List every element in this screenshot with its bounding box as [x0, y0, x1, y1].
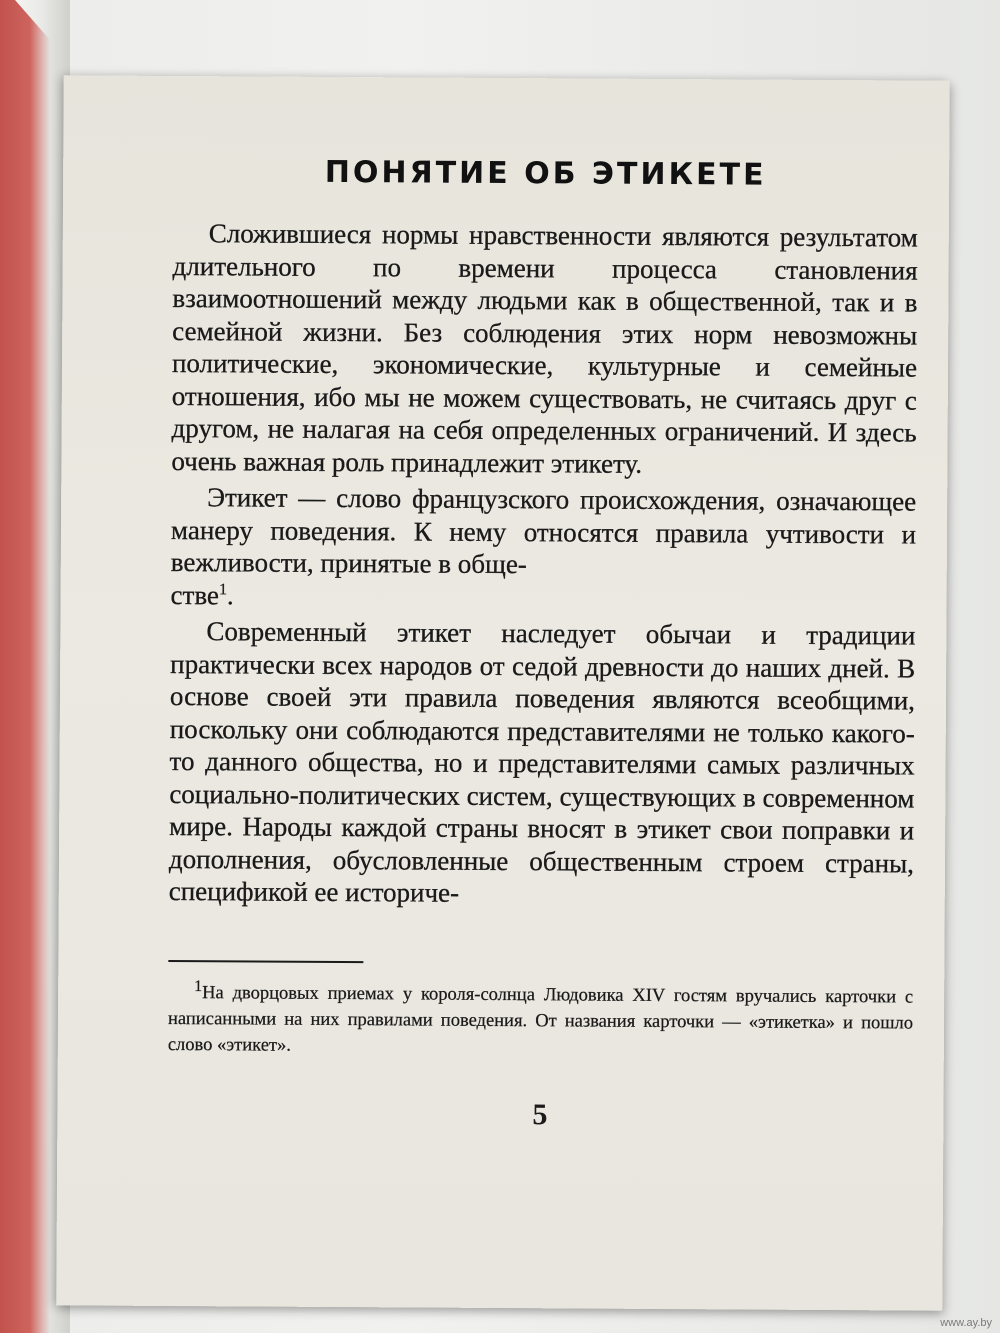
paragraph-1: Сложившиеся нормы нравственности являются результатом длительного по времени процесса становления взаимоотношений между людьми как в общественной, так и в семейной жизни. Без соблюдения этих норм невозможны политические, экономические, культурные и семейные отношения, ибо мы не можем существовать, не считаясь друг с другом, не налагая на себя определенных ограничений. И здесь очень важная роль принадлежит этикету. [171, 218, 918, 479]
paragraph-2-text: Этикет — слово французского происхождения, означающее манеру поведения. К нему относятся правила учтивости и вежливости, принятые в обще- [170, 482, 917, 580]
site-watermark: www.ay.by [940, 1317, 992, 1329]
page-content [167, 76, 919, 1132]
footnote [167, 977, 914, 1063]
paragraph-2-tail: . [226, 579, 234, 610]
book-page [56, 75, 949, 1310]
red-cover-edge [0, 0, 50, 1333]
page-title: ПОНЯТИЕ ОБ ЭТИКЕТЕ [324, 154, 767, 193]
paragraph-2 [170, 481, 916, 616]
footnote-text: На дворцовых приемах у короля-солнца Людовика XIV гостям вручались карточки с написанными на них правилами поведения. От названия карточки — «этикетка» и пошло слово «этикет». [167, 983, 914, 1056]
paragraph-2-end: стве [170, 579, 220, 610]
footnote-divider [168, 959, 363, 962]
footnote-number: 1 [194, 977, 203, 996]
page-number: 5 [532, 1098, 548, 1132]
paragraph-3: Современный этикет наследует обычаи и традиции практически всех народов от седой древности до наших дней. В основе своей эти правила поведения являются всеобщими, поскольку они соблюдаются представителями не только какого-то данного общества, но и представителями самых различных социально-политических систем, существующих в современном мире. Народы каждой страны вносят в этикет свои поправки и дополнения, обусловленные общественным строем страны, спецификой ее историче- [168, 616, 916, 908]
footnote-marker: 1 [218, 580, 228, 598]
